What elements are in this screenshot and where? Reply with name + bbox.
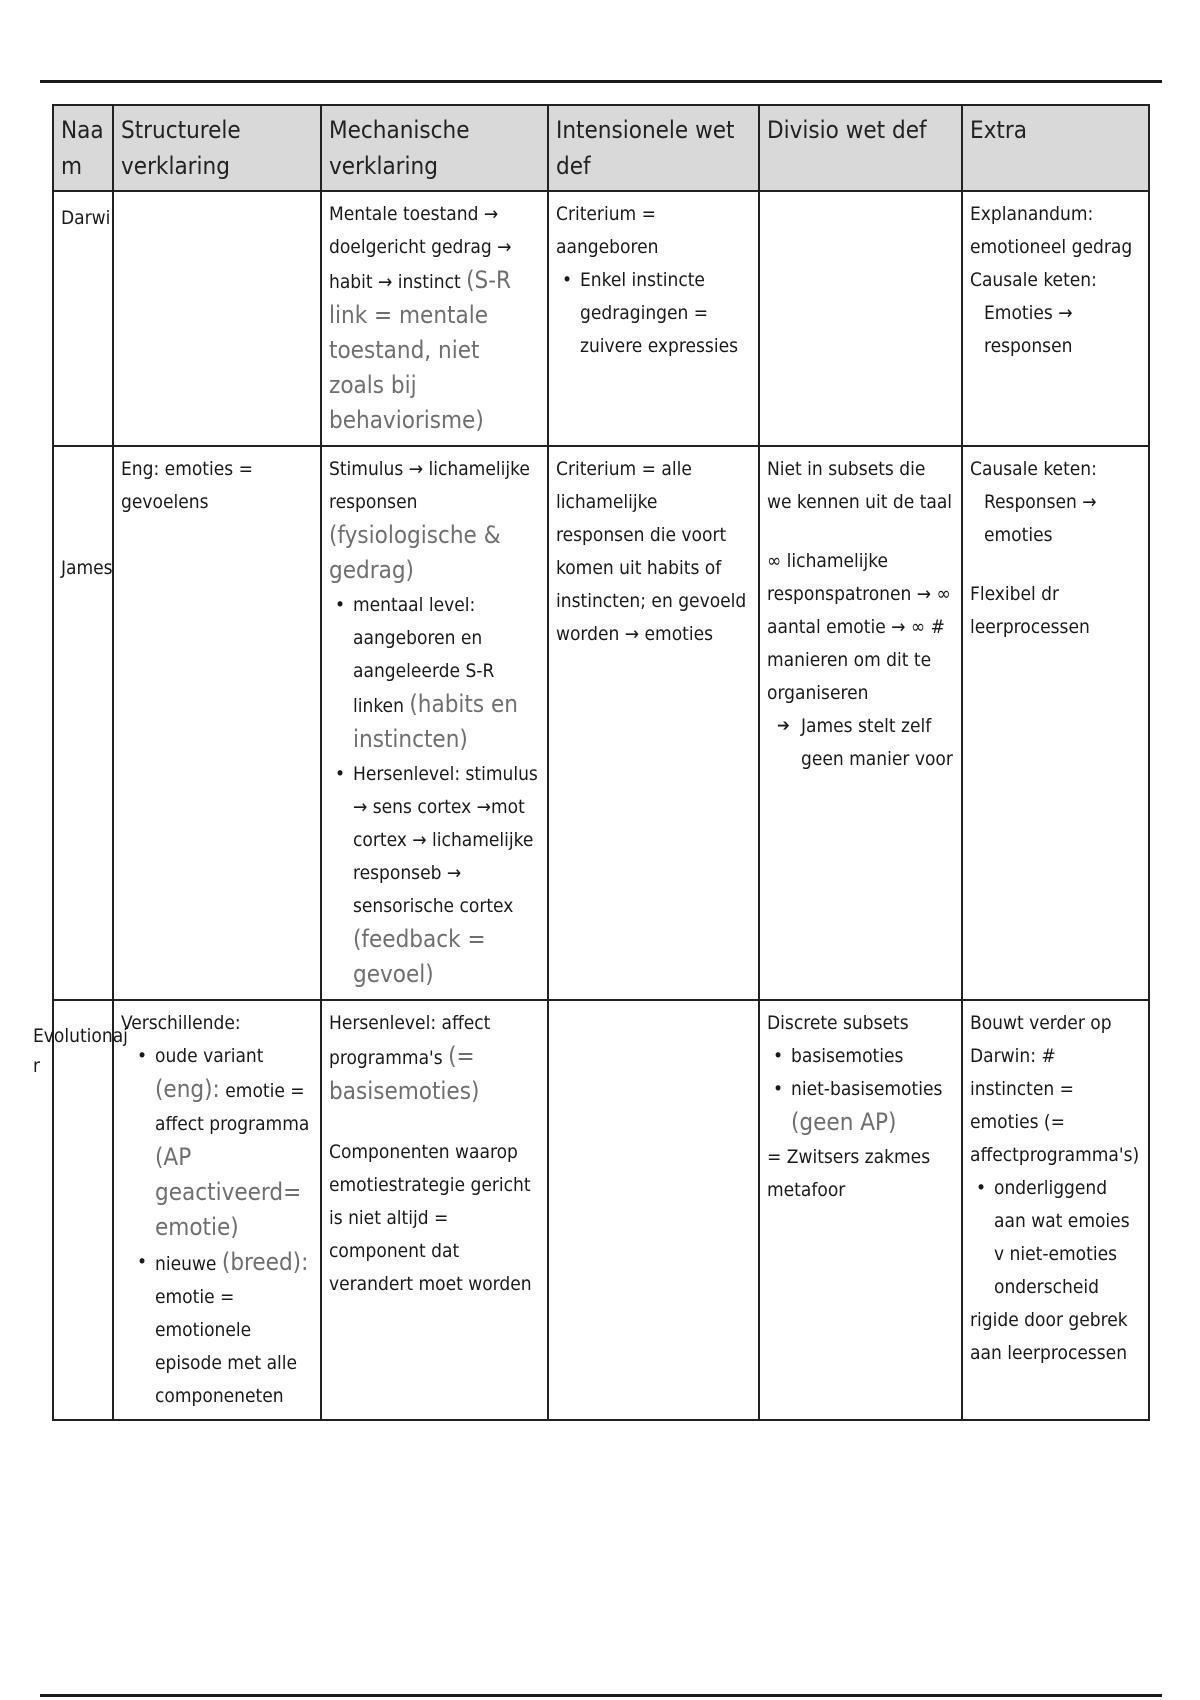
table-row-darwin [53, 191, 1149, 446]
darwin-intensioneel-bullet: • Enkel instincte gedragingen = zuivere expressies [556, 264, 751, 363]
evo-mechanisch-text: Hersenlevel: affect programma's [329, 1012, 491, 1069]
cell-darwin-mechanisch [321, 191, 548, 446]
evo-name-line1: Evolutionaj [33, 1025, 128, 1047]
darwin-mechanisch-text: Mentale toestand → doelgericht gedrag → habit → instinct [329, 203, 512, 293]
evo-mechanisch-p2: Componenten waarop emotiestrategie gericht is niet altijd = component dat verandert moet worden [329, 1141, 532, 1295]
header-naam: Naa m [53, 105, 113, 191]
evo-b1-note1: (eng): [155, 1075, 220, 1103]
cell-darwin-intensioneel [548, 191, 759, 446]
darwin-extra-line2: Causale keten: [970, 269, 1097, 291]
table-row-evolutionair [53, 1000, 1149, 1420]
evo-divisio-b2-text: niet-basisemoties [791, 1078, 943, 1100]
james-mechanisch-bullet-2 [329, 758, 540, 993]
james-b2-note: (feedback = gevoel) [353, 925, 486, 988]
evo-structureel-intro: Verschillende: [121, 1012, 241, 1034]
evo-b2-note: (breed): [221, 1248, 309, 1276]
cell-evolutionair-intensioneel [548, 1000, 759, 1420]
cell-james-intensioneel: Criterium = alle lichamelijke responsen die voort komen uit habits of instincten; en gevoeld worden → emoties [548, 446, 759, 1000]
james-b1-note: (habits en instincten) [353, 690, 518, 753]
header-structurele-verklaring: Structurele verklaring [113, 105, 321, 191]
darwin-intensioneel-text: Criterium = aangeboren [556, 203, 659, 258]
header-row [53, 105, 1149, 191]
cell-darwin-divisio [759, 191, 962, 446]
evo-divisio-outro: = Zwitsers zakmes metafoor [767, 1146, 931, 1201]
evo-extra-p1: Bouwt verder op Darwin: # instincten = emoties (= affectprogramma's) [970, 1012, 1140, 1166]
evo-structureel-bullet-1 [131, 1040, 313, 1246]
james-mechanisch-note: (fysiologische & gedrag) [329, 521, 501, 584]
evo-divisio-bullet-2 [767, 1073, 954, 1141]
table-row-james [53, 446, 1149, 1000]
evo-mechanisch-note: (= basisemoties) [329, 1042, 480, 1105]
james-mechanisch-bullet-1 [329, 589, 540, 758]
evo-b2-text2: emotie = emotionele episode met alle componeneten [155, 1286, 298, 1407]
darwin-mechanisch-note: (S-R link = mentale toestand, niet zoals bij behaviorisme) [329, 266, 512, 434]
evo-b1-text: oude variant [155, 1045, 264, 1067]
header-extra: Extra [962, 105, 1149, 191]
darwin-extra-line1: Explanandum: emotioneel gedrag [970, 203, 1133, 258]
james-extra-line3: Flexibel dr leerprocessen [970, 583, 1090, 638]
james-extra-line2: Responsen → emoties [984, 491, 1097, 546]
evo-divisio-intro: Discrete subsets [767, 1012, 909, 1034]
header-intensionele-wet-def: Intensionele wet def [548, 105, 759, 191]
evo-b1-note2: (AP geactiveerd= emotie) [155, 1143, 302, 1241]
cell-evolutionair-divisio [759, 1000, 962, 1420]
cell-evolutionair-structureel [113, 1000, 321, 1420]
evo-structureel-bullet-2 [131, 1246, 313, 1413]
cell-james-structureel: Eng: emoties = gevoelens [113, 446, 321, 1000]
james-divisio-arrow-item: ➔ James stelt zelf geen manier voor [777, 710, 954, 776]
row-name-james: James [53, 446, 113, 1000]
comparison-table [33, 104, 1150, 1421]
james-b1-text: mentaal level: aangeboren en aangeleerde S-R linken [353, 594, 495, 717]
header-divisio-wet-def: Divisio wet def [759, 105, 962, 191]
cell-james-divisio [759, 446, 962, 1000]
evo-divisio-b2-note: (geen AP) [791, 1108, 897, 1136]
top-rule [40, 80, 1162, 83]
evo-name-line2: r [33, 1055, 41, 1077]
darwin-extra-line3: Emoties → responsen [984, 302, 1073, 357]
row-name-darwin: Darwi [53, 191, 113, 446]
cell-darwin-structureel [113, 191, 321, 446]
cell-evolutionair-mechanisch [321, 1000, 548, 1420]
cell-evolutionair-extra [962, 1000, 1149, 1420]
evo-divisio-bullet-1: • basisemoties [767, 1040, 954, 1073]
cell-james-extra [962, 446, 1149, 1000]
james-mechanisch-text: Stimulus → lichamelijke responsen [329, 458, 530, 513]
james-b2-text: Hersenlevel: stimulus → sens cortex →mot cortex → lichamelijke responseb → sensorische cortex [353, 763, 538, 917]
james-divisio-p1: Niet in subsets die we kennen uit de taal [767, 458, 953, 513]
evo-extra-bullet: • onderliggend aan wat emoies v niet-emoties onderscheid [970, 1172, 1141, 1304]
cell-darwin-extra [962, 191, 1149, 446]
evo-b2-text: nieuwe [155, 1253, 217, 1275]
james-divisio-p2: ∞ lichamelijke responspatronen → ∞ aantal emotie → ∞ # manieren om dit te organiseren [767, 550, 951, 704]
bottom-rule [40, 1694, 1162, 1697]
evo-b1-text2: emotie = affect programma [155, 1080, 310, 1135]
james-extra-line1: Causale keten: [970, 458, 1097, 480]
cell-james-mechanisch [321, 446, 548, 1000]
header-mechanische-verklaring: Mechanische verklaring [321, 105, 548, 191]
row-name-evolutionair [33, 1000, 128, 1420]
evo-extra-p2: rigide door gebrek aan leerprocessen [970, 1309, 1128, 1364]
